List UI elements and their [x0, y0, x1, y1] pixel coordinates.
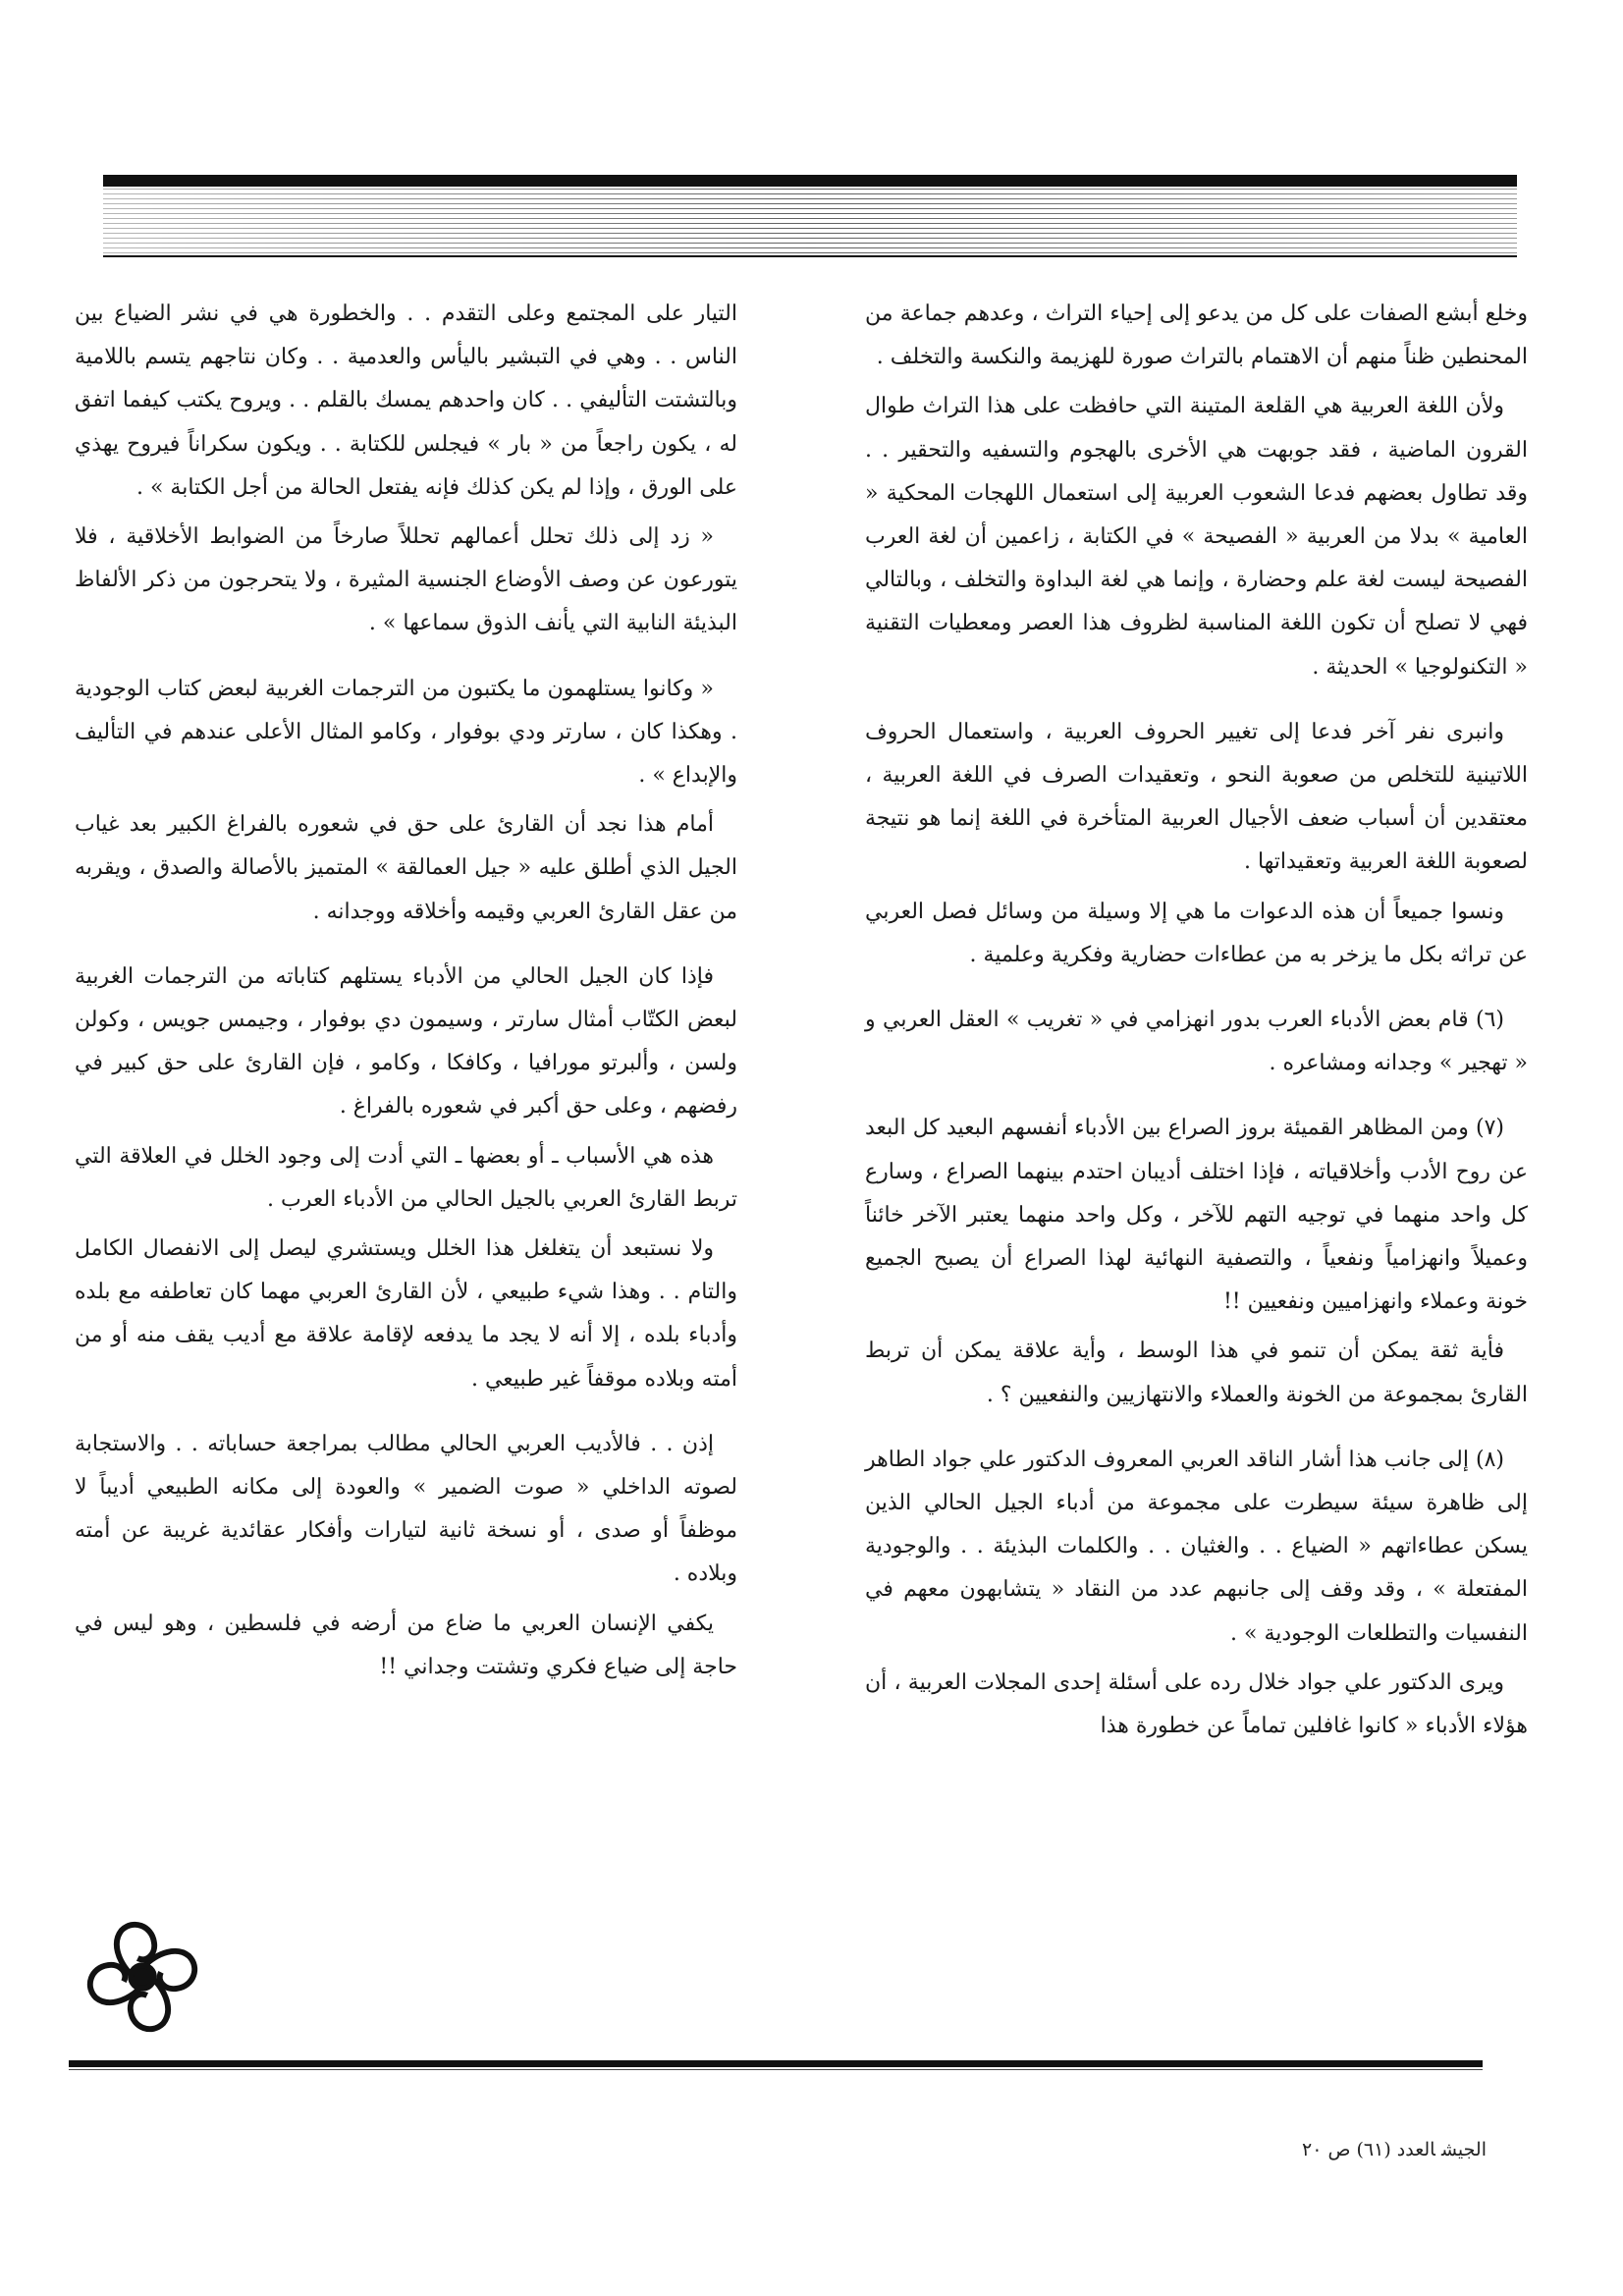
paragraph: (٧) ومن المظاهر القميئة بروز الصراع بين الأدباء أنفسهم البعيد كل البعد عن روح الأدب وأخلاقياته ، فإذا اختلف أديبان احتدم بينهما الصراع ، وسارع كل واحد منهما في توجيه التهم للآخر ، وكل واحد منهما يعتبر الآخر خائناً وعميلاً وانهزامياً ونفعياً ، والتصفية النهائية لهذا الصراع أن يصبح الجميع خونة وعملاء وانهزاميين ونفعيين !! — [865, 1116, 1528, 1315]
paragraph: (٦) قام بعض الأدباء العرب بدور انهزامي في « تغريب » العقل العربي و « تهجير » وجدانه ومشاعره . — [865, 1008, 1528, 1076]
page-footer — [1296, 2139, 1492, 2168]
paragraph: فأية ثقة يمكن أن تنمو في هذا الوسط ، وأية علاقة يمكن أن تربط القارئ بمجموعة من الخونة والعملاء والانتهازيين والنفعيين ؟ . — [865, 1339, 1528, 1407]
paragraph: « زد إلى ذلك تحلل أعمالهم تحللاً صارخاً من الضوابط الأخلاقية ، فلا يتورعون عن وصف الأوضاع الجنسية المثيرة ، ولا يتحرجون من ذكر الألفاظ البذيئة النابية التي يأنف الذوق سماعها » . — [75, 524, 737, 636]
paragraph: أمام هذا نجد أن القارئ على حق في شعوره بالفراغ الكبير بعد غياب الجيل الذي أطلق عليه « جيل العمالقة » المتميز بالأصالة والصدق ، ويقربه من عقل القارئ العربي وقيمه وأخلاقه ووجدانه . — [75, 812, 737, 924]
floral-ornament-icon — [73, 1907, 212, 2047]
header-decorative-band — [103, 175, 1517, 255]
magazine-name: الجيش — [1440, 2139, 1487, 2160]
paragraph: وانبرى نفر آخر فدعا إلى تغيير الحروف العربية ، واستعمال الحروف اللاتينية للتخلص من صعوبة النحو ، وتعقيدات الصرف في اللغة العربية ، معتقدين أن أسباب ضعف الأجيال العربية المتأخرة في اللغة إنما هو نتيجة لصعوبة اللغة العربية وتعقيداتها . — [865, 719, 1528, 875]
header-hatch-fade — [103, 189, 1517, 255]
footer-rule — [69, 2060, 1483, 2070]
header-thin-rule — [103, 255, 1517, 257]
paragraph: وخلع أبشع الصفات على كل من يدعو إلى إحياء التراث ، وعدهم جماعة من المحنطين ظناً منهم أن الاهتمام بالتراث صورة للهزيمة والنكسة والتخلف . — [865, 301, 1528, 370]
article-column-right — [865, 293, 1528, 1748]
article-body — [75, 293, 1528, 2050]
paragraph: إذن . . فالأديب العربي الحالي مطالب بمراجعة حساباته . . والاستجابة لصوته الداخلي « صوت الضمير » والعودة إلى مكانه الطبيعي أديباً لا موظفاً أو صدى ، أو نسخة ثانية لتيارات وأفكار عقائدية غريبة عن أمته وبلاده . — [75, 1431, 737, 1587]
paragraph: يكفي الإنسان العربي ما ضاع من أرضه في فلسطين ، وهو ليس في حاجة إلى ضياع فكري وتشتت وجداني !! — [75, 1611, 737, 1679]
paragraph: ولا نستبعد أن يتغلغل هذا الخلل ويستشري ليصل إلى الانفصال الكامل والتام . . وهذا شيء طبيعي ، لأن القارئ العربي مهما كان تعاطفه مع بلده وأدباء بلده ، إلا أنه لا يجد ما يدفعه لإقامة علاقة مع أديب يقف منه أو من أمته وبلاده موقفاً غير طبيعي . — [75, 1236, 737, 1392]
paragraph: التيار على المجتمع وعلى التقدم . . والخطورة هي في نشر الضياع بين الناس . . وهي في التبشير باليأس والعدمية . . وكان نتاجهم يتسم باللامية وبالتشتت التأليفي . . كان واحدهم يمسك بالقلم . . ويروح يكتب كيفما اتفق له ، يكون راجعاً من « بار » فيجلس للكتابة . . ويكون سكراناً فيروح يهذي على الورق ، وإذا لم يكن كذلك فإنه يفتعل الحالة من أجل الكتابة » . — [75, 301, 737, 500]
paragraph: هذه هي الأسباب ـ أو بعضها ـ التي أدت إلى وجود الخلل في العلاقة التي تربط القارئ العربي بالجيل الحالي من الأدباء العرب . — [75, 1143, 737, 1212]
paragraph: ولأن اللغة العربية هي القلعة المتينة التي حافظت على هذا التراث طوال القرون الماضية ، فقد جوبهت هي الأخرى بالهجوم والتسفيه والتحقير . . وقد تطاول بعضهم فدعا الشعوب العربية إلى استعمال اللهجات المحكية « العامية » بدلا من العربية « الفصيحة » في الكتابة ، زاعمين أن لغة العرب الفصيحة ليست لغة علم وحضارة ، وإنما هي لغة البداوة والتخلف ، وبالتالي فهي لا تصلح أن تكون اللغة المناسبة لظروف هذا العصر ومعطيات التقنية « التكنولوجيا » الحديثة . — [865, 394, 1528, 680]
paragraph: « وكانوا يستلهمون ما يكتبون من الترجمات الغربية لبعض كتاب الوجودية . وهكذا كان ، سارتر ودي بوفوار ، وكامو المثال الأعلى عندهم في التأليف والإبداع » . — [75, 676, 737, 789]
article-column-left — [75, 293, 737, 1689]
paragraph: فإذا كان الجيل الحالي من الأدباء يستلهم كتاباته من الترجمات الغربية لبعض الكتّاب أمثال سارتر ، وسيمون دي بوفوار ، وجيمس جويس ، وكولن ولسن ، وألبرتو مورافيا ، وكافكا ، وكامو ، فإن القارئ على حق كبير في رفضهم ، وعلى حق أكبر في شعوره بالفراغ . — [75, 963, 737, 1120]
paragraph: ونسوا جميعاً أن هذه الدعوات ما هي إلا وسيلة من وسائل فصل العربي عن تراثه بكل ما يزخر به من عطاءات حضارية وفكرية وعلمية . — [865, 899, 1528, 967]
paragraph: ويرى الدكتور علي جواد خلال رده على أسئلة إحدى المجلات العربية ، أن هؤلاء الأدباء « كانوا غافلين تماماً عن خطورة هذا — [865, 1669, 1528, 1739]
header-thick-rule — [103, 175, 1517, 187]
footer-thick-rule — [69, 2060, 1483, 2067]
footer-thin-rule — [69, 2069, 1483, 2070]
issue-page-number: العدد (٦١) ص ٢٠ — [1302, 2139, 1435, 2160]
paragraph: (٨) إلى جانب هذا أشار الناقد العربي المعروف الدكتور علي جواد الطاهر إلى ظاهرة سيئة سيطرت على مجموعة من أدباء الجيل الحالي الذين يسكن عطاءاتهم « الضياع . . والغثيان . . والكلمات البذيئة . . والوجودية المفتعلة » ، وقد وقف إلى جانبهم عدد من النقاد « يتشابهون معهم في النفسيات والتطلعات الوجودية » . — [865, 1447, 1528, 1646]
